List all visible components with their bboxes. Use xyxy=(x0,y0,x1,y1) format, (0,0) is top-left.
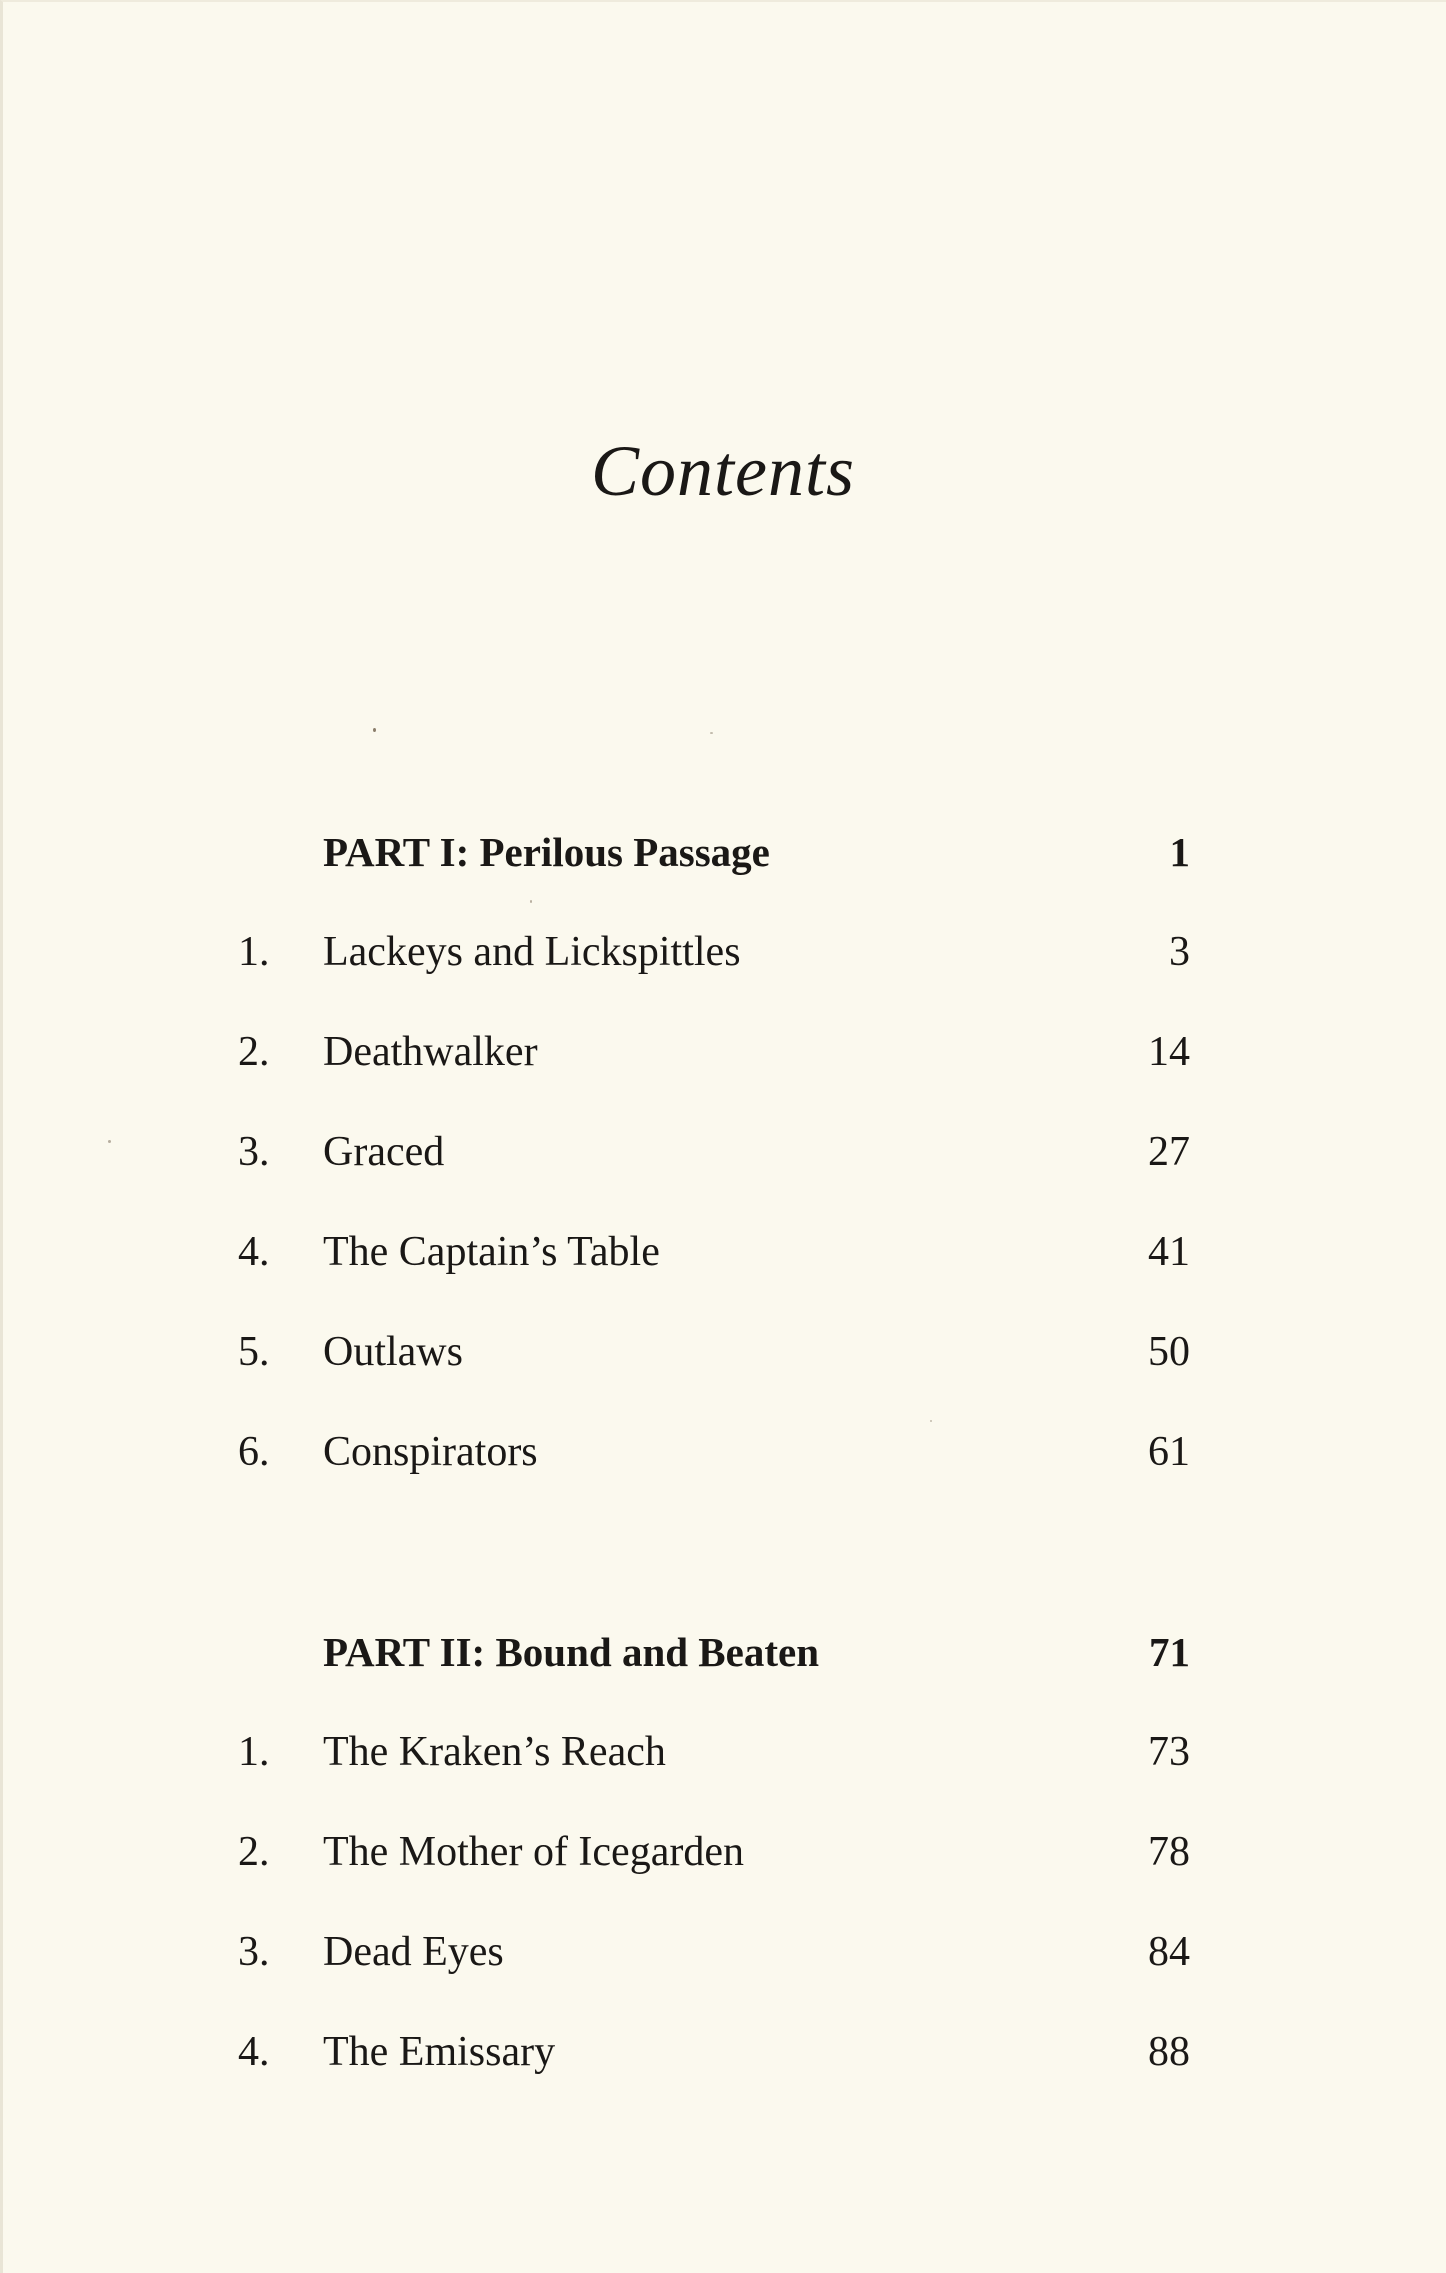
chapter-title: The Emissary xyxy=(323,2029,556,2075)
page-title: Contents xyxy=(590,431,855,511)
chapter-title: The Kraken’s Reach xyxy=(323,1729,666,1775)
chapter-number: 3. xyxy=(238,1129,270,1175)
chapter-number: 2. xyxy=(238,1829,270,1875)
chapter-number: 6. xyxy=(238,1429,270,1475)
chapter-page-number: 84 xyxy=(1148,1929,1190,1975)
paper-speck xyxy=(930,1420,932,1422)
chapter-title: Conspirators xyxy=(323,1429,538,1475)
chapter-title: Graced xyxy=(323,1129,445,1175)
chapter-title: Dead Eyes xyxy=(323,1929,504,1975)
chapter-page-number: 88 xyxy=(1148,2029,1190,2075)
part-title: PART II: Bound and Beaten xyxy=(323,1629,820,1675)
chapter-title: Outlaws xyxy=(323,1329,463,1375)
part-heading-1[interactable] xyxy=(0,822,1446,882)
chapter-number: 1. xyxy=(238,1729,270,1775)
toc-entry[interactable] xyxy=(0,2022,1446,2082)
chapter-page-number: 61 xyxy=(1148,1429,1190,1475)
toc-entry[interactable] xyxy=(0,1822,1446,1882)
chapter-number: 1. xyxy=(238,929,270,975)
chapter-title: Deathwalker xyxy=(323,1029,538,1075)
part-page-number: 1 xyxy=(1169,829,1190,875)
chapter-number: 2. xyxy=(238,1029,270,1075)
chapter-page-number: 41 xyxy=(1148,1229,1190,1275)
chapter-number: 3. xyxy=(238,1929,270,1975)
toc-entry[interactable] xyxy=(0,1722,1446,1782)
toc-entry[interactable] xyxy=(0,1422,1446,1482)
toc-entry[interactable] xyxy=(0,1222,1446,1282)
paper-speck xyxy=(710,732,713,734)
toc-entry[interactable] xyxy=(0,1322,1446,1382)
toc-entry[interactable] xyxy=(0,1922,1446,1982)
paper-speck xyxy=(373,728,376,732)
chapter-number: 4. xyxy=(238,2029,270,2075)
toc-entry[interactable] xyxy=(0,922,1446,982)
paper-speck xyxy=(530,900,532,903)
chapter-page-number: 3 xyxy=(1169,929,1190,975)
chapter-page-number: 14 xyxy=(1148,1029,1190,1075)
chapter-title: The Mother of Icegarden xyxy=(323,1829,744,1875)
chapter-page-number: 50 xyxy=(1148,1329,1190,1375)
chapter-page-number: 27 xyxy=(1148,1129,1190,1175)
chapter-title: Lackeys and Lickspittles xyxy=(323,929,741,975)
chapter-page-number: 73 xyxy=(1148,1729,1190,1775)
part-heading-2[interactable] xyxy=(0,1622,1446,1682)
toc-entry[interactable] xyxy=(0,1022,1446,1082)
paper-speck xyxy=(108,1140,111,1143)
chapter-number: 4. xyxy=(238,1229,270,1275)
part-title: PART I: Perilous Passage xyxy=(323,829,770,875)
chapter-title: The Captain’s Table xyxy=(323,1229,660,1275)
chapter-page-number: 78 xyxy=(1148,1829,1190,1875)
part-page-number: 71 xyxy=(1149,1629,1190,1675)
chapter-number: 5. xyxy=(238,1329,270,1375)
toc-entry[interactable] xyxy=(0,1122,1446,1182)
